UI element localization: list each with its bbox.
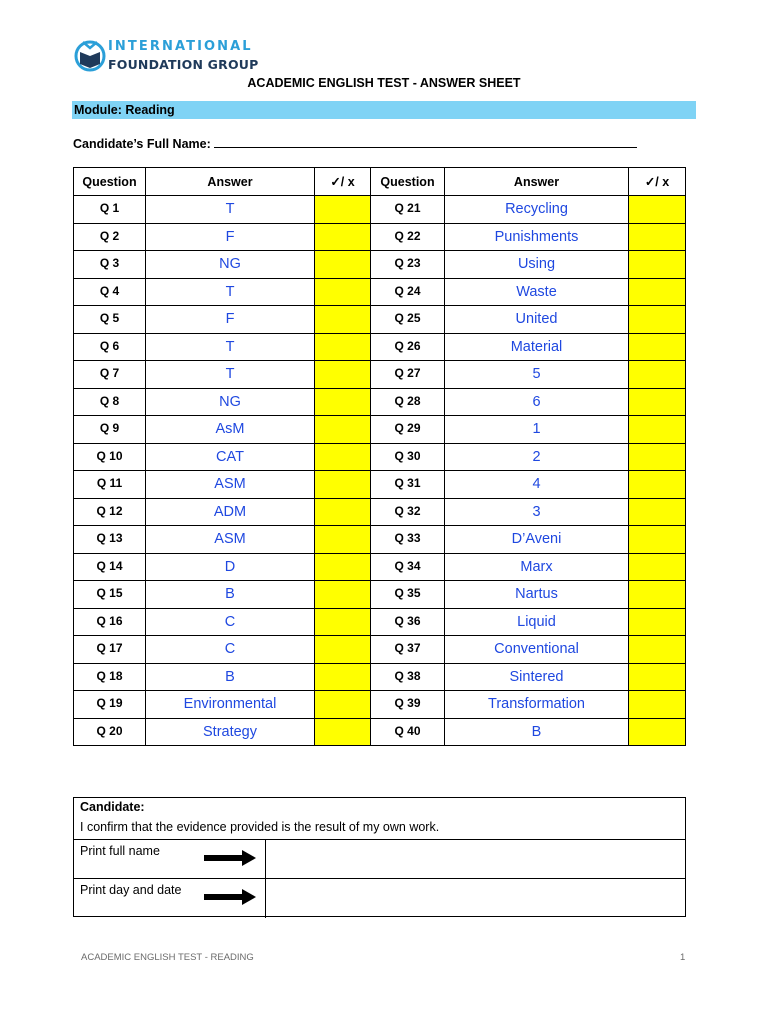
answer-value: 6 [445, 388, 629, 416]
answer-value: 5 [445, 361, 629, 389]
arrow-right-icon [204, 889, 256, 905]
mark-cell[interactable] [315, 443, 371, 471]
question-number: Q 2 [74, 223, 146, 251]
logo-book-icon [74, 36, 110, 76]
table-row [74, 718, 371, 746]
answer-value: Conventional [445, 636, 629, 664]
print-date-input[interactable] [265, 879, 686, 918]
table-row [371, 278, 686, 306]
table-row [371, 636, 686, 664]
mark-cell[interactable] [629, 333, 686, 361]
table-row [74, 306, 371, 334]
table-row [74, 581, 371, 609]
answer-value: D’Aveni [445, 526, 629, 554]
print-date-row [74, 878, 685, 918]
answer-value: ASM [146, 471, 315, 499]
mark-cell[interactable] [629, 306, 686, 334]
answer-value: ADM [146, 498, 315, 526]
candidate-name-label: Candidate’s Full Name: [73, 137, 211, 151]
answer-value: Transformation [445, 691, 629, 719]
answer-value: AsM [146, 416, 315, 444]
question-number: Q 16 [74, 608, 146, 636]
table-row [74, 663, 371, 691]
logo-text-foundation-group: FOUNDATION GROUP [108, 57, 259, 72]
table-row [74, 526, 371, 554]
column-header-question: Question [74, 168, 146, 196]
table-row [371, 498, 686, 526]
table-row [74, 691, 371, 719]
candidate-name-line[interactable] [214, 135, 637, 148]
mark-cell[interactable] [315, 553, 371, 581]
print-name-label: Print full name [80, 844, 160, 858]
question-number: Q 39 [371, 691, 445, 719]
question-number: Q 17 [74, 636, 146, 664]
answer-value: T [146, 333, 315, 361]
question-number: Q 26 [371, 333, 445, 361]
column-header-answer: Answer [146, 168, 315, 196]
question-number: Q 12 [74, 498, 146, 526]
question-number: Q 36 [371, 608, 445, 636]
answer-value: F [146, 306, 315, 334]
question-number: Q 24 [371, 278, 445, 306]
question-number: Q 34 [371, 553, 445, 581]
answer-value: T [146, 361, 315, 389]
mark-cell[interactable] [315, 498, 371, 526]
answer-value: D [146, 553, 315, 581]
answer-value: CAT [146, 443, 315, 471]
mark-cell[interactable] [315, 663, 371, 691]
print-date-label: Print day and date [80, 883, 182, 897]
question-number: Q 1 [74, 196, 146, 224]
mark-cell[interactable] [629, 581, 686, 609]
question-number: Q 32 [371, 498, 445, 526]
mark-cell[interactable] [315, 306, 371, 334]
table-row [371, 333, 686, 361]
table-row [74, 251, 371, 279]
question-number: Q 38 [371, 663, 445, 691]
mark-cell[interactable] [315, 718, 371, 746]
table-row [371, 718, 686, 746]
table-row [371, 443, 686, 471]
answer-value: Punishments [445, 223, 629, 251]
mark-cell[interactable] [315, 636, 371, 664]
table-row [371, 663, 686, 691]
table-row [371, 361, 686, 389]
table-row [371, 581, 686, 609]
column-header-answer: Answer [445, 168, 629, 196]
mark-cell[interactable] [315, 223, 371, 251]
table-row [74, 443, 371, 471]
table-row [74, 388, 371, 416]
page-number: 1 [680, 952, 686, 963]
print-name-row [74, 839, 685, 879]
table-row [371, 553, 686, 581]
question-number: Q 7 [74, 361, 146, 389]
question-number: Q 19 [74, 691, 146, 719]
question-number: Q 37 [371, 636, 445, 664]
question-number: Q 27 [371, 361, 445, 389]
table-row [371, 388, 686, 416]
mark-cell[interactable] [629, 663, 686, 691]
table-row [74, 223, 371, 251]
mark-cell[interactable] [629, 443, 686, 471]
table-row [74, 553, 371, 581]
table-row [371, 691, 686, 719]
logo-text-international: INTERNATIONAL [108, 39, 253, 54]
table-row [74, 636, 371, 664]
mark-cell[interactable] [315, 581, 371, 609]
answer-value: 3 [445, 498, 629, 526]
mark-cell[interactable] [629, 636, 686, 664]
question-number: Q 31 [371, 471, 445, 499]
answer-value: B [445, 718, 629, 746]
mark-cell[interactable] [315, 196, 371, 224]
answer-value: Recycling [445, 196, 629, 224]
footer-label: ACADEMIC ENGLISH TEST - READING [81, 952, 254, 963]
table-row [371, 306, 686, 334]
answer-value: 2 [445, 443, 629, 471]
question-number: Q 4 [74, 278, 146, 306]
mark-cell[interactable] [629, 553, 686, 581]
mark-cell[interactable] [629, 361, 686, 389]
declaration-heading: Candidate: [80, 800, 145, 814]
table-row [371, 251, 686, 279]
mark-cell[interactable] [629, 498, 686, 526]
question-number: Q 18 [74, 663, 146, 691]
answer-value: C [146, 608, 315, 636]
answer-table-right [370, 167, 686, 746]
table-row [371, 471, 686, 499]
question-number: Q 23 [371, 251, 445, 279]
answer-value: ASM [146, 526, 315, 554]
answer-value: T [146, 196, 315, 224]
question-number: Q 3 [74, 251, 146, 279]
table-row [74, 498, 371, 526]
mark-cell[interactable] [315, 691, 371, 719]
column-header-question: Question [371, 168, 445, 196]
mark-cell[interactable] [629, 278, 686, 306]
table-row [74, 278, 371, 306]
answer-value: Liquid [445, 608, 629, 636]
question-number: Q 8 [74, 388, 146, 416]
mark-cell[interactable] [315, 388, 371, 416]
answer-value: B [146, 581, 315, 609]
question-number: Q 29 [371, 416, 445, 444]
mark-cell[interactable] [629, 691, 686, 719]
declaration-statement: I confirm that the evidence provided is the result of my own work. [80, 820, 440, 834]
candidate-name-field [73, 135, 637, 151]
question-number: Q 15 [74, 581, 146, 609]
answer-value: F [146, 223, 315, 251]
table-row [371, 416, 686, 444]
mark-cell[interactable] [315, 416, 371, 444]
question-number: Q 20 [74, 718, 146, 746]
question-number: Q 5 [74, 306, 146, 334]
answer-table-left [73, 167, 371, 746]
mark-cell[interactable] [629, 196, 686, 224]
question-number: Q 9 [74, 416, 146, 444]
question-number: Q 10 [74, 443, 146, 471]
answer-value: C [146, 636, 315, 664]
page-title: ACADEMIC ENGLISH TEST - ANSWER SHEET [247, 76, 521, 90]
mark-cell[interactable] [629, 251, 686, 279]
mark-cell[interactable] [315, 526, 371, 554]
answer-value: Sintered [445, 663, 629, 691]
table-row [371, 526, 686, 554]
question-number: Q 33 [371, 526, 445, 554]
column-header-mark: ✓/ x [629, 168, 686, 196]
question-number: Q 21 [371, 196, 445, 224]
mark-cell[interactable] [315, 333, 371, 361]
answer-value: NG [146, 388, 315, 416]
mark-cell[interactable] [315, 278, 371, 306]
answer-value: B [146, 663, 315, 691]
answer-value: Using [445, 251, 629, 279]
mark-cell[interactable] [629, 388, 686, 416]
table-row [74, 196, 371, 224]
module-bar: Module: Reading [72, 101, 696, 119]
print-name-input[interactable] [265, 840, 686, 879]
question-number: Q 40 [371, 718, 445, 746]
question-number: Q 11 [74, 471, 146, 499]
answer-value: Environmental [146, 691, 315, 719]
answer-value: Waste [445, 278, 629, 306]
answer-value: Marx [445, 553, 629, 581]
table-row [74, 333, 371, 361]
question-number: Q 35 [371, 581, 445, 609]
table-row [74, 471, 371, 499]
mark-cell[interactable] [315, 361, 371, 389]
answer-value: 1 [445, 416, 629, 444]
mark-cell[interactable] [629, 608, 686, 636]
candidate-declaration-box [73, 797, 686, 917]
answer-value: Strategy [146, 718, 315, 746]
question-number: Q 14 [74, 553, 146, 581]
question-number: Q 22 [371, 223, 445, 251]
mark-cell[interactable] [629, 718, 686, 746]
answer-value: 4 [445, 471, 629, 499]
table-row [74, 608, 371, 636]
logo [74, 36, 274, 80]
answer-value: NG [146, 251, 315, 279]
table-row [371, 608, 686, 636]
table-row [74, 361, 371, 389]
answer-value: Material [445, 333, 629, 361]
mark-cell[interactable] [315, 251, 371, 279]
answer-value: United [445, 306, 629, 334]
table-row [371, 196, 686, 224]
mark-cell[interactable] [629, 416, 686, 444]
answer-value: T [146, 278, 315, 306]
answer-value: Nartus [445, 581, 629, 609]
question-number: Q 25 [371, 306, 445, 334]
column-header-mark: ✓/ x [315, 168, 371, 196]
question-number: Q 28 [371, 388, 445, 416]
mark-cell[interactable] [315, 471, 371, 499]
mark-cell[interactable] [629, 471, 686, 499]
mark-cell[interactable] [629, 223, 686, 251]
mark-cell[interactable] [629, 526, 686, 554]
question-number: Q 13 [74, 526, 146, 554]
arrow-right-icon [204, 850, 256, 866]
mark-cell[interactable] [315, 608, 371, 636]
question-number: Q 6 [74, 333, 146, 361]
question-number: Q 30 [371, 443, 445, 471]
table-row [371, 223, 686, 251]
table-row [74, 416, 371, 444]
